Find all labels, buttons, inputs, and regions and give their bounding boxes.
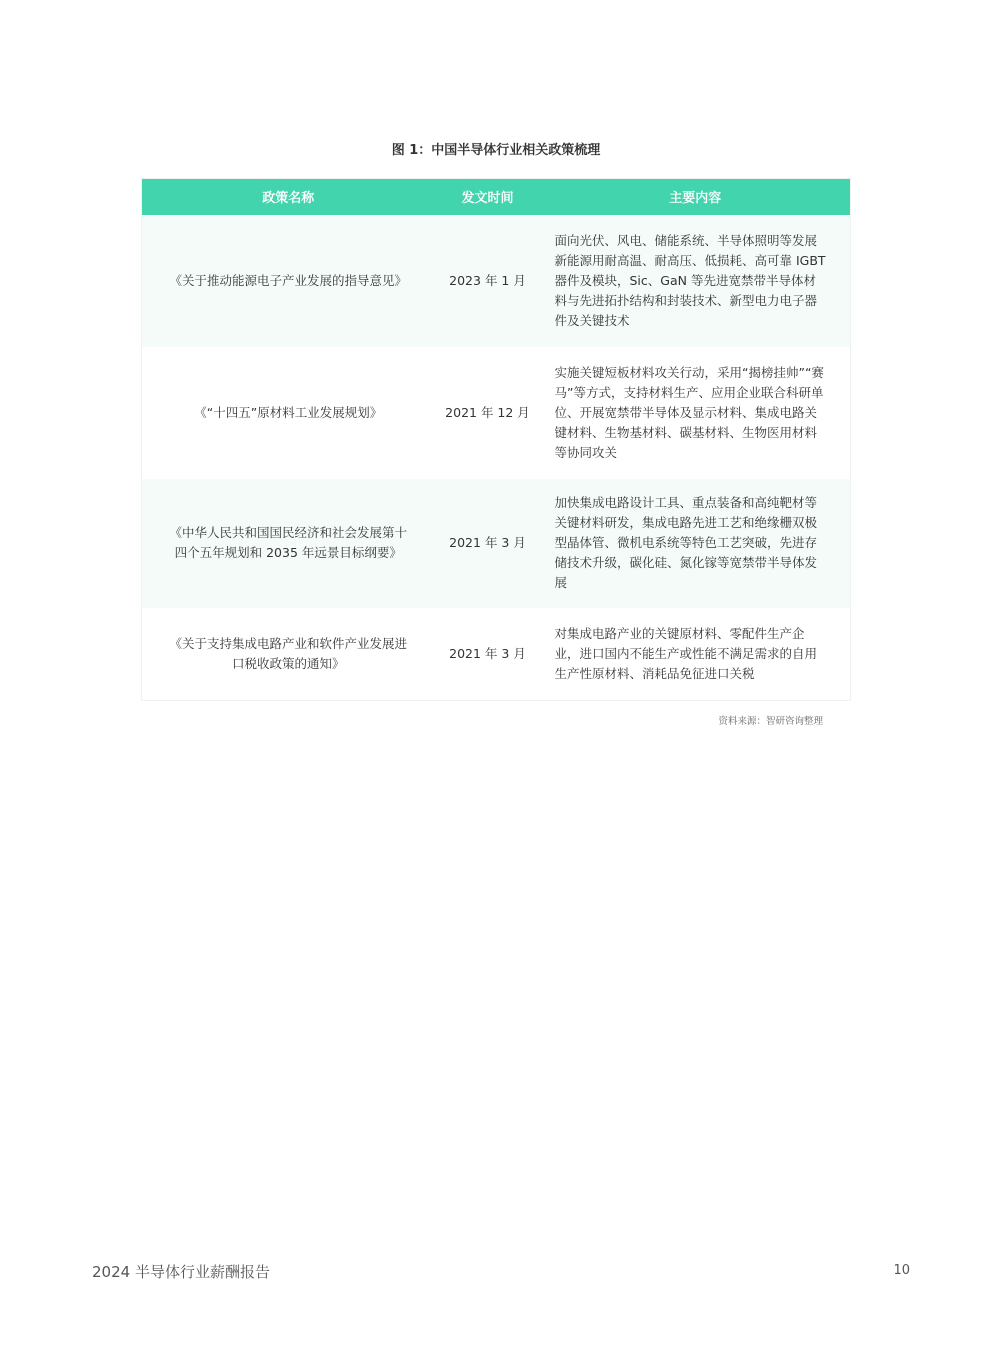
issue-date-cell: 2021 年 3 月 xyxy=(435,608,541,701)
content-cell: 加快集成电路设计工具、重点装备和高纯靶材等关键材料研发，集成电路先进工艺和绝缘栅双极型晶体管、微机电系统等特色工艺突破，先进存储技术升级，碳化硅、氮化镓等宽禁带半导体发展 xyxy=(541,479,851,608)
issue-date-cell: 2021 年 3 月 xyxy=(435,479,541,608)
policy-name-cell: 《关于推动能源电子产业发展的指导意见》 xyxy=(142,215,435,347)
issue-date-cell: 2021 年 12 月 xyxy=(435,347,541,479)
policy-name-cell: 《中华人民共和国国民经济和社会发展第十四个五年规划和 2035 年远景目标纲要》 xyxy=(142,479,435,608)
policy-name-cell: 《“十四五”原材料工业发展规划》 xyxy=(142,347,435,479)
content-cell: 对集成电路产业的关键原材料、零配件生产企业，进口国内不能生产或性能不满足需求的自用生产性原材料、消耗品免征进口关税 xyxy=(541,608,851,701)
table-row xyxy=(142,347,851,479)
content-cell: 实施关键短板材料攻关行动，采用“揭榜挂帅”“赛马”等方式，支持材料生产、应用企业联合科研单位、开展宽禁带半导体及显示材料、集成电路关键材料、生物基材料、碳基材料、生物医用材料等协同攻关 xyxy=(541,347,851,479)
header-main-content: 主要内容 xyxy=(541,179,851,215)
source-note: 资料来源：智研咨询整理 xyxy=(718,716,823,727)
header-issue-date: 发文时间 xyxy=(435,179,541,215)
policy-name-cell: 《关于支持集成电路产业和软件产业发展进口税收政策的通知》 xyxy=(142,608,435,701)
footer-report-title: 2024 半导体行业薪酬报告 xyxy=(92,1263,270,1281)
table-row xyxy=(142,479,851,608)
header-policy-name: 政策名称 xyxy=(142,179,435,215)
table-row xyxy=(142,608,851,701)
issue-date-cell: 2023 年 1 月 xyxy=(435,215,541,347)
policy-table xyxy=(141,178,851,701)
table-row xyxy=(142,215,851,347)
table-header-row xyxy=(142,179,851,215)
figure-caption: 图 1：中国半导体行业相关政策梳理 xyxy=(391,143,601,158)
page-number: 10 xyxy=(893,1263,910,1278)
content-cell: 面向光伏、风电、储能系统、半导体照明等发展新能源用耐高温、耐高压、低损耗、高可靠 IGBT 器件及模块，Sic、GaN 等先进宽禁带半导体材料与先进拓扑结构和封装技术、新型电力电子器件及关键技术 xyxy=(541,215,851,347)
